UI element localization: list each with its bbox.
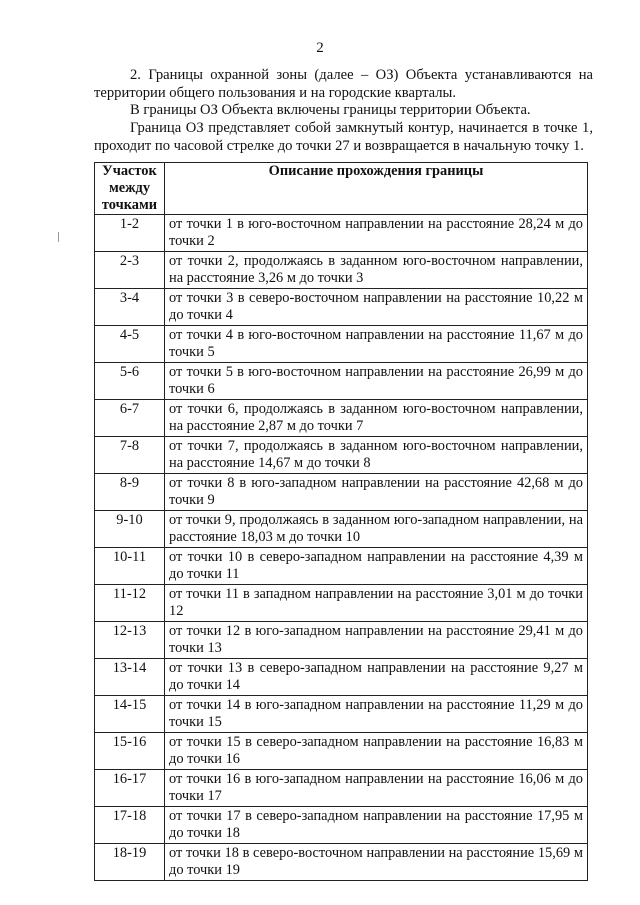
segment-cell: 3-4 (95, 289, 165, 326)
table-row (95, 289, 588, 326)
intro-paragraph-zone: 2. Границы охранной зоны (далее – ОЗ) Объекта устанавливаются на территории общего пользования и на городские кварталы. (94, 67, 593, 101)
description-cell: от точки 18 в северо-восточном направлении на расстояние 15,69 м до точки 19 (165, 844, 588, 881)
table-row (95, 548, 588, 585)
page-number: 2 (316, 40, 324, 56)
table-row (95, 696, 588, 733)
segment-cell: 11-12 (95, 585, 165, 622)
segment-cell: 5-6 (95, 363, 165, 400)
intro-paragraph-included: В границы ОЗ Объекта включены границы территории Объекта. (130, 102, 531, 118)
segment-cell: 9-10 (95, 511, 165, 548)
segment-cell: 14-15 (95, 696, 165, 733)
segment-cell: 7-8 (95, 437, 165, 474)
segment-cell: 6-7 (95, 400, 165, 437)
description-cell: от точки 3 в северо-восточном направлении на расстояние 10,22 м до точки 4 (165, 289, 588, 326)
table-row (95, 511, 588, 548)
segment-cell: 2-3 (95, 252, 165, 289)
table-row (95, 770, 588, 807)
table-row (95, 215, 588, 252)
description-cell: от точки 17 в северо-западном направлении на расстояние 17,95 м до точки 18 (165, 807, 588, 844)
table-row (95, 585, 588, 622)
segment-cell: 8-9 (95, 474, 165, 511)
description-cell: от точки 1 в юго-восточном направлении на расстояние 28,24 м до точки 2 (165, 215, 588, 252)
table-body (95, 215, 588, 881)
description-cell: от точки 9, продолжаясь в заданном юго-западном направлении, на расстояние 18,03 м до точки 10 (165, 511, 588, 548)
description-cell: от точки 10 в северо-западном направлении на расстояние 4,39 м до точки 11 (165, 548, 588, 585)
description-cell: от точки 12 в юго-западном направлении на расстояние 29,41 м до точки 13 (165, 622, 588, 659)
segment-cell: 13-14 (95, 659, 165, 696)
table-row (95, 733, 588, 770)
table-row (95, 363, 588, 400)
segment-cell: 10-11 (95, 548, 165, 585)
table-row (95, 400, 588, 437)
segment-cell: 16-17 (95, 770, 165, 807)
header-segment: Участок между точками (95, 163, 165, 215)
table-row (95, 437, 588, 474)
table-row (95, 252, 588, 289)
table-row (95, 807, 588, 844)
intro-paragraph-contour: Граница ОЗ представляет собой замкнутый контур, начинается в точке 1, проходит по часовой стрелке до точки 27 и возвращается в начальную точку 1. (94, 120, 593, 154)
description-cell: от точки 2, продолжаясь в заданном юго-восточном направлении, на расстояние 3,26 м до точки 3 (165, 252, 588, 289)
description-cell: от точки 7, продолжаясь в заданном юго-восточном направлении, на расстояние 14,67 м до точки 8 (165, 437, 588, 474)
description-cell: от точки 11 в западном направлении на расстояние 3,01 м до точки 12 (165, 585, 588, 622)
description-cell: от точки 14 в юго-западном направлении на расстояние 11,29 м до точки 15 (165, 696, 588, 733)
table-row (95, 844, 588, 881)
description-cell: от точки 13 в северо-западном направлении на расстояние 9,27 м до точки 14 (165, 659, 588, 696)
description-cell: от точки 8 в юго-западном направлении на расстояние 42,68 м до точки 9 (165, 474, 588, 511)
description-cell: от точки 4 в юго-восточном направлении на расстояние 11,67 м до точки 5 (165, 326, 588, 363)
description-cell: от точки 16 в юго-западном направлении на расстояние 16,06 м до точки 17 (165, 770, 588, 807)
table-row (95, 474, 588, 511)
description-cell: от точки 15 в северо-западном направлении на расстояние 16,83 м до точки 16 (165, 733, 588, 770)
description-cell: от точки 6, продолжаясь в заданном юго-восточном направлении, на расстояние 2,87 м до точки 7 (165, 400, 588, 437)
table-row (95, 659, 588, 696)
description-cell: от точки 5 в юго-восточном направлении на расстояние 26,99 м до точки 6 (165, 363, 588, 400)
margin-mark (58, 232, 59, 242)
segment-cell: 18-19 (95, 844, 165, 881)
header-description: Описание прохождения границы (165, 163, 588, 215)
table-row (95, 622, 588, 659)
segment-cell: 15-16 (95, 733, 165, 770)
segment-cell: 1-2 (95, 215, 165, 252)
table-header-row (95, 163, 588, 215)
table-row (95, 326, 588, 363)
boundary-table (94, 162, 588, 881)
segment-cell: 4-5 (95, 326, 165, 363)
segment-cell: 12-13 (95, 622, 165, 659)
segment-cell: 17-18 (95, 807, 165, 844)
